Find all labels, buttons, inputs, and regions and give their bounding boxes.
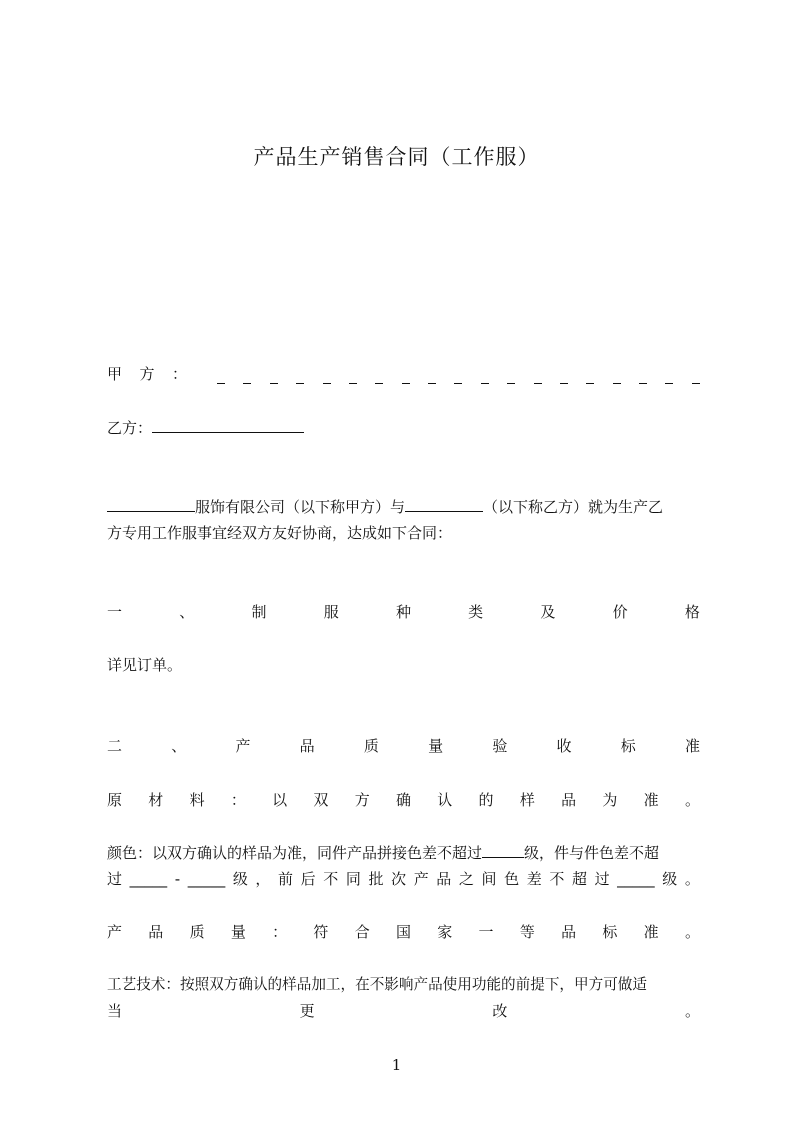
party-b-name-blank [405, 497, 483, 512]
party-b-label: 乙方： [107, 419, 153, 437]
color-grade-blank [482, 843, 524, 858]
intro-line-1: 服饰有限公司（以下称甲方）与 （以下称乙方）就为生产乙 [107, 497, 700, 517]
color-line-2: 过 _____ - _____ 级 ， 前 后 不 同 批 次 产 品 之 间 色 差 不 超 过 _____ 级 。 [107, 870, 700, 888]
party-b-line [107, 418, 700, 438]
section-1-heading: 一 、 制 服 种 类 及 价 格 [107, 603, 700, 621]
section-2-heading: 二 、 产 品 质 量 验 收 标 准 [107, 737, 700, 755]
quality-line: 产 品 质 量 ： 符 合 国 家 一 等 品 标 准 。 [107, 923, 700, 941]
section-1-body: 详见订单。 [107, 656, 183, 674]
craft-line-1: 工艺技术：按照双方确认的样品加工，在不影响产品使用功能的前提下，甲方可做适 [107, 976, 647, 993]
raw-material-line: 原 材 料 ： 以 双 方 确 认 的 样 品 为 准 。 [107, 791, 700, 809]
company-blank [107, 497, 195, 512]
color-line-1: 颜色：以双方确认的样品为准，同件产品拼接色差不超过 级，件与件色差不超 [107, 844, 660, 862]
party-a-line [107, 364, 700, 384]
party-a-blank [217, 373, 700, 384]
craft-line-2: 当 更 改 。 [107, 1002, 700, 1020]
page-number: 1 [391, 1056, 402, 1074]
party-b-blank [152, 418, 304, 433]
intro-line-2: 方专用工作服事宜经双方友好协商，达成如下合同： [107, 524, 453, 542]
page-title: 产品生产销售合同（工作服） [253, 145, 540, 169]
party-a-label: 甲 方 ： [107, 365, 187, 383]
